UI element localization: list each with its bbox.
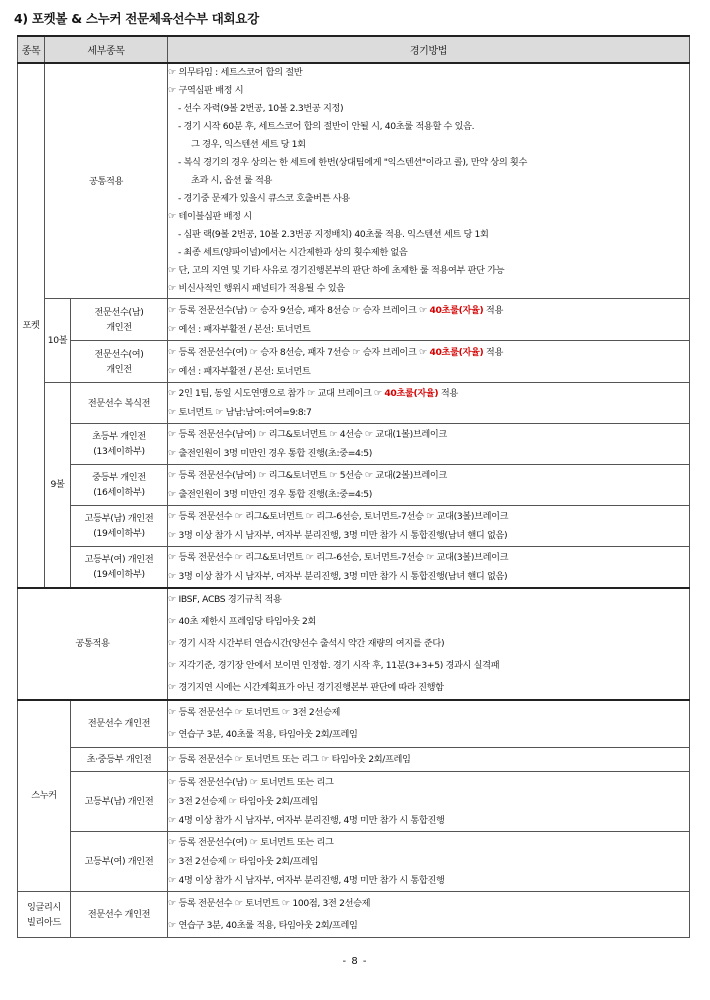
table-row	[18, 63, 690, 299]
category-snooker: 스누커	[18, 700, 71, 892]
event-methods: ☞ 등록 전문선수 ☞ 토너먼트 또는 리그 ☞ 타임아웃 2회/프레임	[168, 748, 690, 772]
list-item: ☞ 단, 고의 지연 및 기타 사유로 경기진행본부의 판단 하에 초제한 룰 적용여부 판단 가능	[168, 265, 505, 276]
pocket-common-methods	[168, 63, 690, 299]
event-name: 고등부(남) 개인전	[71, 772, 168, 832]
table-row	[18, 772, 690, 832]
section-title: 4) 포켓볼 & 스누커 전문체육선수부 대회요강	[14, 11, 259, 26]
event-methods: ☞ 등록 전문선수(여) ☞ 승자 8선승, 패자 7선승 ☞ 승자 브레이크 ☞ 40초룰(자율) 적용 ☞ 예선 : 패자부활전 / 본선: 토너먼트	[168, 341, 690, 383]
table-header	[18, 36, 690, 63]
event-methods: ☞ 2인 1팀, 동일 시도연맹으로 참가 ☞ 교대 브레이크 ☞ 40초룰(자율) 적용 ☞ 토너먼트 ☞ 남남:남여:여여=9:8:7	[168, 383, 690, 424]
table-row	[18, 341, 690, 383]
common-label: 공통적용	[18, 588, 168, 700]
list-item: ☞ 경기 시작 시간부터 연습시간(양선수 출석시 약간 재량의 여지를 준다)	[168, 637, 445, 649]
list-item: ☞ 40초 제한시 프레임당 타임아웃 2회	[168, 615, 317, 627]
event-methods: ☞ 등록 전문선수(남) ☞ 승자 9선승, 패자 8선승 ☞ 승자 브레이크 ☞ 40초룰(자율) 적용 ☞ 예선 : 패자부활전 / 본선: 토너먼트	[168, 299, 690, 341]
category-english-billiards: 잉글리시 빌리아드	[18, 892, 71, 938]
pocket-common-label: 공통적용	[45, 63, 168, 299]
list-item: ☞ 의무타임 : 세트스코어 합의 절반	[168, 67, 303, 78]
category-pocket: 포켓	[18, 63, 45, 588]
list-item: - 최종 세트(양파이널)에서는 시간제한과 상의 횟수제한 없음	[178, 247, 408, 258]
table-row	[18, 892, 690, 938]
page-number: - 8 -	[342, 956, 368, 967]
header-category: 종목	[18, 36, 45, 63]
event-name: 전문선수 개인전	[71, 700, 168, 748]
table-row	[18, 748, 690, 772]
event-name: 고등부(남) 개인전 (19세이하부)	[71, 506, 168, 547]
event-name: 중등부 개인전 (16세이하부)	[71, 465, 168, 506]
event-methods: ☞ 등록 전문선수(남) ☞ 토너먼트 또는 리그 ☞ 3전 2선승제 ☞ 타임아웃 2회/프레임 ☞ 4명 이상 참가 시 남자부, 여자부 분리진행, 4명 미만 참가 시 통합진행	[168, 772, 690, 832]
list-item: ☞ 지각기준, 경기장 안에서 보이면 인정함. 경기 시작 후, 11분(3+3+5) 경과시 실격패	[168, 659, 500, 671]
list-item: - 복식 경기의 경우 상의는 한 세트에 한번(상대팀에게 "익스텐션"이라고 콜), 만약 상의 횟수	[178, 157, 527, 168]
event-name: 전문선수(남) 개인전	[71, 299, 168, 341]
event-name: 고등부(여) 개인전 (19세이하부)	[71, 547, 168, 588]
list-item: - 경기중 문제가 있을시 큐스코 호출버튼 사용	[178, 193, 350, 204]
list-item: - 심판 랙(9볼 2번공, 10볼 2.3번공 지정배치) 40초룰 적용. 익스텐션 세트 당 1회	[178, 229, 489, 240]
table-row	[18, 588, 690, 700]
list-item: 초과 시, 옵션 룰 적용	[191, 175, 273, 186]
event-name: 초·중등부 개인전	[71, 748, 168, 772]
list-item: ☞ 테이블심판 배정 시	[168, 211, 252, 222]
event-methods: ☞ 등록 전문선수(남여) ☞ 리그&토너먼트 ☞ 5선승 ☞ 교대(2볼)브레이크 ☞ 출전인원이 3명 미만인 경우 통합 진행(초:중=4:5)	[168, 465, 690, 506]
table-row	[18, 383, 690, 424]
list-item: ☞ 구역심판 배정 시	[168, 85, 244, 96]
ten-ball-label: 10볼	[45, 299, 71, 383]
event-name: 고등부(여) 개인전	[71, 832, 168, 892]
event-methods: ☞ 등록 전문선수(여) ☞ 토너먼트 또는 리그 ☞ 3전 2선승제 ☞ 타임아웃 2회/프레임 ☞ 4명 이상 참가 시 남자부, 여자부 분리진행, 4명 미만 참가 시 통합진행	[168, 832, 690, 892]
event-methods: ☞ 등록 전문선수 ☞ 리그&토너먼트 ☞ 리그-6선승, 토너먼트-7선승 ☞ 교대(3볼)브레이크 ☞ 3명 이상 참가 시 남자부, 여자부 분리진행, 3명 미만 참가 시 통합진행(남녀 핸디 없음)	[168, 547, 690, 588]
event-methods: ☞ 등록 전문선수 ☞ 토너먼트 ☞ 3전 2선승제 ☞ 연습구 3분, 40초룰 적용, 타임아웃 2회/프레임	[168, 700, 690, 748]
event-methods: ☞ 등록 전문선수 ☞ 토너먼트 ☞ 100점, 3전 2선승제 ☞ 연습구 3분, 40초룰 적용, 타임아웃 2회/프레임	[168, 892, 690, 938]
table-row	[18, 299, 690, 341]
table-row	[18, 832, 690, 892]
list-item: 그 경우, 익스텐션 세트 당 1회	[191, 139, 306, 150]
event-methods: ☞ 등록 전문선수(남여) ☞ 리그&토너먼트 ☞ 4선승 ☞ 교대(1볼)브레이크 ☞ 출전인원이 3명 미만인 경우 통합 진행(초:중=4:5)	[168, 424, 690, 465]
header-method: 경기방법	[168, 36, 690, 63]
event-name: 전문선수 개인전	[71, 892, 168, 938]
common-methods	[168, 588, 690, 700]
list-item: - 선수 자력(9볼 2번공, 10볼 2.3번공 지정)	[178, 103, 344, 114]
event-name: 전문선수(여) 개인전	[71, 341, 168, 383]
list-item: ☞ 경기지연 시에는 시간계획표가 아닌 경기진행본부 판단에 따라 진행함	[168, 681, 444, 693]
event-name: 초등부 개인전 (13세이하부)	[71, 424, 168, 465]
event-methods: ☞ 등록 전문선수 ☞ 리그&토너먼트 ☞ 리그-6선승, 토너먼트-7선승 ☞ 교대(3볼)브레이크 ☞ 3명 이상 참가 시 남자부, 여자부 분리진행, 3명 미만 참가 시 통합진행(남녀 핸디 없음)	[168, 506, 690, 547]
nine-ball-label: 9볼	[45, 383, 71, 588]
event-name: 전문선수 복식전	[71, 383, 168, 424]
rules-table	[17, 35, 690, 938]
list-item: - 경기 시작 60분 후, 세트스코어 합의 절반이 안될 시, 40초룰 적용할 수 있음.	[178, 121, 475, 132]
table-row	[18, 465, 690, 506]
list-item: ☞ IBSF, ACBS 경기규칙 적용	[168, 593, 282, 605]
table-row	[18, 700, 690, 748]
table-row	[18, 506, 690, 547]
table-row	[18, 547, 690, 588]
table-row	[18, 424, 690, 465]
list-item: ☞ 비신사적인 행위시 패널티가 적용될 수 있음	[168, 283, 345, 294]
header-subcategory: 세부종목	[45, 36, 168, 63]
